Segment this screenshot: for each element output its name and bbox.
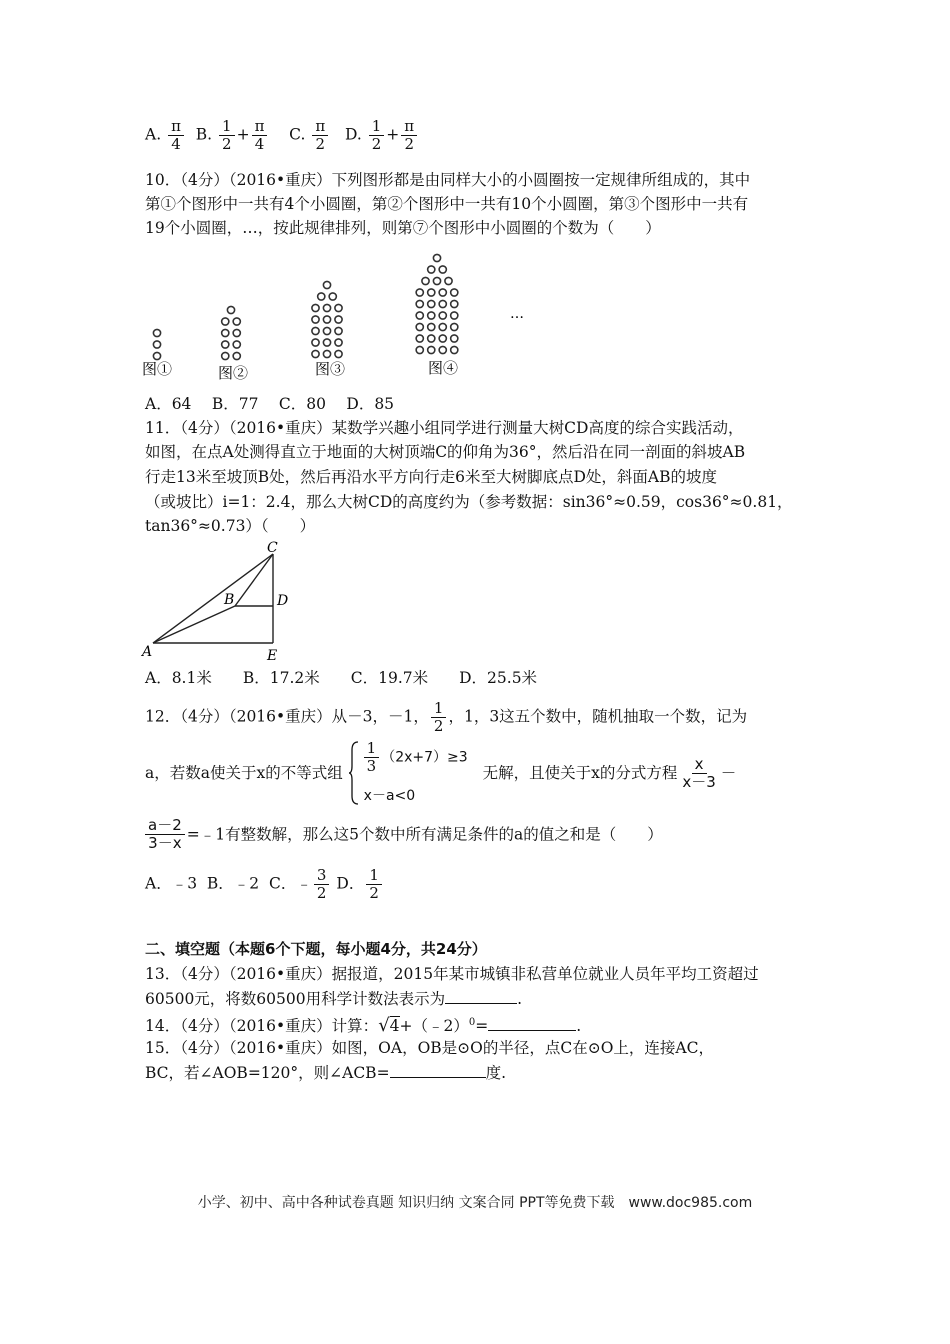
small-circle [439, 346, 446, 353]
answer-blank[interactable] [390, 1061, 486, 1078]
plus-sign: + [236, 125, 250, 144]
figure-label-2: 图② [218, 364, 249, 382]
small-circle [439, 312, 446, 319]
option-b: B．﹣2 [206, 874, 260, 893]
q14-mid: +（﹣2） [399, 1017, 469, 1036]
denominator: 2 [315, 135, 326, 153]
small-circle [428, 300, 435, 307]
small-circle [335, 304, 342, 311]
small-circle [312, 327, 319, 334]
fraction [401, 118, 417, 153]
small-circle [428, 335, 435, 342]
small-circle [323, 350, 330, 357]
q12-text-line-3: =﹣1有整数解，那么这5个数中所有满足条件的a的值之和是（ ） [186, 825, 663, 844]
small-circle [222, 352, 229, 359]
small-circle [323, 327, 330, 334]
q12-line-3 [145, 817, 663, 852]
q12-text-a: a，若数a使关于x的不等式组 [145, 764, 343, 782]
q14-line [145, 1011, 581, 1038]
point-label-e: E [267, 648, 278, 664]
q13-text-line-2: 60500元，将数60500用科学计数法表示为 [145, 990, 446, 1008]
small-circle [312, 339, 319, 346]
fraction [314, 867, 330, 902]
fraction-x-over-x-minus-3 [679, 756, 718, 791]
denominator: 2 [369, 884, 379, 902]
brace-icon [348, 740, 360, 806]
q12-line-1 [145, 700, 747, 735]
small-circle [222, 329, 229, 336]
minus-sign: － [720, 764, 737, 782]
small-circle [428, 289, 435, 296]
small-circle [428, 266, 435, 273]
small-circle [233, 352, 240, 359]
fraction-one-half [431, 700, 447, 735]
q10-text-line-2: 第①个图形中一共有4个小圆圈，第②个图形中一共有10个小圆圈，第③个图形中一共有 [145, 195, 749, 213]
fraction [312, 118, 328, 153]
q15-text-end: 度. [485, 1064, 506, 1082]
small-circle [153, 352, 160, 359]
numerator: 1 [431, 700, 447, 718]
fraction-a-minus-2 [145, 817, 185, 852]
numerator: a－2 [145, 817, 185, 835]
numerator: x [692, 756, 707, 774]
denominator: 2 [433, 717, 444, 735]
q11-text-line-1: 11．（4分）（2016•重庆）某数学兴趣小组同学进行测量大树CD高度的综合实践活动， [145, 419, 744, 437]
sight-line-ac [153, 554, 273, 643]
small-circle [222, 341, 229, 348]
q12-line-2 [145, 740, 736, 810]
footer-text: 小学、初中、高中各种试卷真题 知识归纳 文案合同 PPT等免费下载 www.doc985.com [197, 1195, 753, 1211]
circle-pattern-figure [140, 240, 560, 385]
small-circle [428, 312, 435, 319]
small-circle [428, 323, 435, 330]
point-label-c: C [267, 540, 278, 556]
small-circle [312, 316, 319, 323]
q11-text-line-2: 如图，在点A处测得直立于地面的大树顶端C的仰角为36°，然后沿在同一剖面的斜坡AB [145, 443, 746, 461]
small-circle [335, 350, 342, 357]
denominator: 2 [222, 135, 232, 153]
q12-text-rest: ，1，3这五个数中，随机抽取一个数，记为 [448, 707, 748, 726]
line-bc [235, 554, 273, 606]
section-heading: 二、填空题（本题6个下题，每小题4分，共24分） [145, 940, 487, 958]
small-circle [153, 329, 160, 336]
sqrt-value: 4 [389, 1017, 400, 1036]
small-circle [323, 281, 330, 288]
small-circle [439, 266, 446, 273]
small-circle [439, 300, 446, 307]
small-circle [451, 346, 458, 353]
q12-text-start: 12．（4分）（2016•重庆）从－3，－1， [145, 707, 429, 726]
inequality-system [348, 740, 478, 806]
answer-blank[interactable] [445, 987, 517, 1004]
small-circle [312, 350, 319, 357]
fraction [369, 118, 385, 153]
denominator: 4 [171, 135, 181, 153]
q11-options: A．8.1米 B．17.2米 C．19.7米 D．25.5米 [145, 669, 538, 687]
sqrt-expression [378, 1014, 399, 1038]
numerator: π [168, 118, 184, 136]
q9-options [145, 118, 419, 153]
q11-text-line-5: tan36°≈0.73）（ ） [145, 517, 316, 535]
figure-label-3: 图③ [315, 360, 346, 378]
numerator: 1 [369, 118, 385, 136]
inequality-2: x－a<0 [363, 788, 416, 804]
figure-label-4: 图④ [428, 359, 459, 377]
point-label-b: B [224, 592, 235, 608]
point-label-a: A [142, 644, 153, 660]
small-circle [329, 293, 336, 300]
circle-pattern-dots [153, 254, 457, 359]
q12-options [145, 867, 384, 902]
small-circle [433, 254, 440, 261]
small-circle [428, 346, 435, 353]
small-circle [451, 312, 458, 319]
small-circle [416, 346, 423, 353]
option-d: D． [336, 874, 365, 893]
ellipsis: … [510, 306, 524, 322]
answer-blank[interactable] [488, 1014, 576, 1031]
q15-text-line-1: 15．（4分）（2016•重庆）如图，OA，OB是⊙O的半径，点C在⊙O上，连接AC， [145, 1039, 714, 1057]
fraction [168, 118, 184, 153]
q10-text-line-3: 19个小圆圈，…，按此规律排列，则第⑦个图形中小圆圈的个数为（ ） [145, 219, 661, 237]
q11-text-line-3: 行走13米至坡顶B处，然后再沿水平方向行走6米至大树脚底点D处，斜面AB的坡度 [145, 468, 717, 486]
small-circle [233, 329, 240, 336]
q14-text: 14．（4分）（2016•重庆）计算： [145, 1017, 379, 1036]
option-c: C．﹣ [269, 874, 312, 893]
small-circle [222, 318, 229, 325]
denominator: 3 [366, 757, 377, 775]
fraction [364, 740, 380, 775]
numerator: π [312, 118, 328, 136]
numerator: 1 [366, 867, 382, 885]
q13-text-line-1: 13．（4分）（2016•重庆）据报道，2015年某市城镇非私营单位就业人员年平均工资超过 [145, 965, 759, 983]
small-circle [445, 277, 452, 284]
small-circle [416, 323, 423, 330]
small-circle [335, 316, 342, 323]
small-circle [416, 335, 423, 342]
fraction [219, 118, 235, 153]
numerator: 1 [364, 740, 380, 758]
numerator: π [401, 118, 417, 136]
point-label-d: D [277, 593, 289, 609]
denominator: 2 [404, 135, 414, 153]
small-circle [335, 327, 342, 334]
period: . [576, 1017, 582, 1036]
q10-text-line-1: 10．（4分）（2016•重庆）下列图形都是由同样大小的小圆圈按一定规律所组成的，其中 [145, 171, 751, 189]
small-circle [233, 341, 240, 348]
small-circle [312, 304, 319, 311]
option-a-label: A. [145, 125, 162, 144]
period: . [517, 990, 523, 1008]
denominator: 3－x [148, 834, 182, 852]
q15-line-2 [145, 1061, 506, 1085]
fraction [252, 118, 268, 153]
small-circle [318, 293, 325, 300]
numerator: 3 [314, 867, 330, 885]
equals-sign: = [475, 1017, 489, 1036]
option-d-label: D. [344, 125, 362, 144]
small-circle [451, 323, 458, 330]
q12-text-b: 无解，且使关于x的分式方程 [482, 764, 678, 782]
sqrt-icon: √ [378, 1015, 390, 1037]
small-circle [153, 341, 160, 348]
inequality-1 [362, 740, 468, 775]
figure-label-1: 图① [142, 360, 173, 378]
small-circle [233, 318, 240, 325]
small-circle [335, 339, 342, 346]
small-circle [323, 339, 330, 346]
small-circle [416, 300, 423, 307]
small-circle [451, 289, 458, 296]
small-circle [439, 289, 446, 296]
plus-sign: + [386, 125, 400, 144]
denominator: 4 [254, 135, 265, 153]
slope-line-ab [153, 606, 235, 643]
option-c-label: C. [289, 125, 306, 144]
fraction [366, 867, 382, 902]
q13-line-2 [145, 987, 522, 1011]
q15-text-line-2: BC，若∠AOB=120°，则∠ACB= [145, 1064, 390, 1082]
denominator: x－3 [682, 772, 716, 791]
option-a: A．﹣3 [145, 874, 198, 893]
exponent: 0 [468, 1017, 476, 1028]
small-circle [439, 335, 446, 342]
small-circle [323, 316, 330, 323]
q11-text-line-4: （或坡比）i=1：2.4，那么大树CD的高度约为（参考数据：sin36°≈0.59，cos36°≈0.81， [145, 493, 793, 511]
small-circle [416, 312, 423, 319]
denominator: 2 [371, 135, 382, 153]
small-circle [433, 277, 440, 284]
q10-options: A．64 B．77 C．80 D．85 [145, 395, 395, 413]
denominator: 2 [316, 884, 327, 902]
small-circle [227, 306, 234, 313]
numerator: π [252, 118, 268, 136]
inequality-1-rest: （2x+7）≥3 [381, 749, 468, 766]
small-circle [439, 323, 446, 330]
small-circle [451, 300, 458, 307]
small-circle [416, 289, 423, 296]
numerator: 1 [219, 118, 235, 136]
small-circle [422, 277, 429, 284]
option-b-label: B. [195, 125, 213, 144]
small-circle [451, 335, 458, 342]
small-circle [323, 304, 330, 311]
tree-slope-diagram [140, 538, 310, 664]
